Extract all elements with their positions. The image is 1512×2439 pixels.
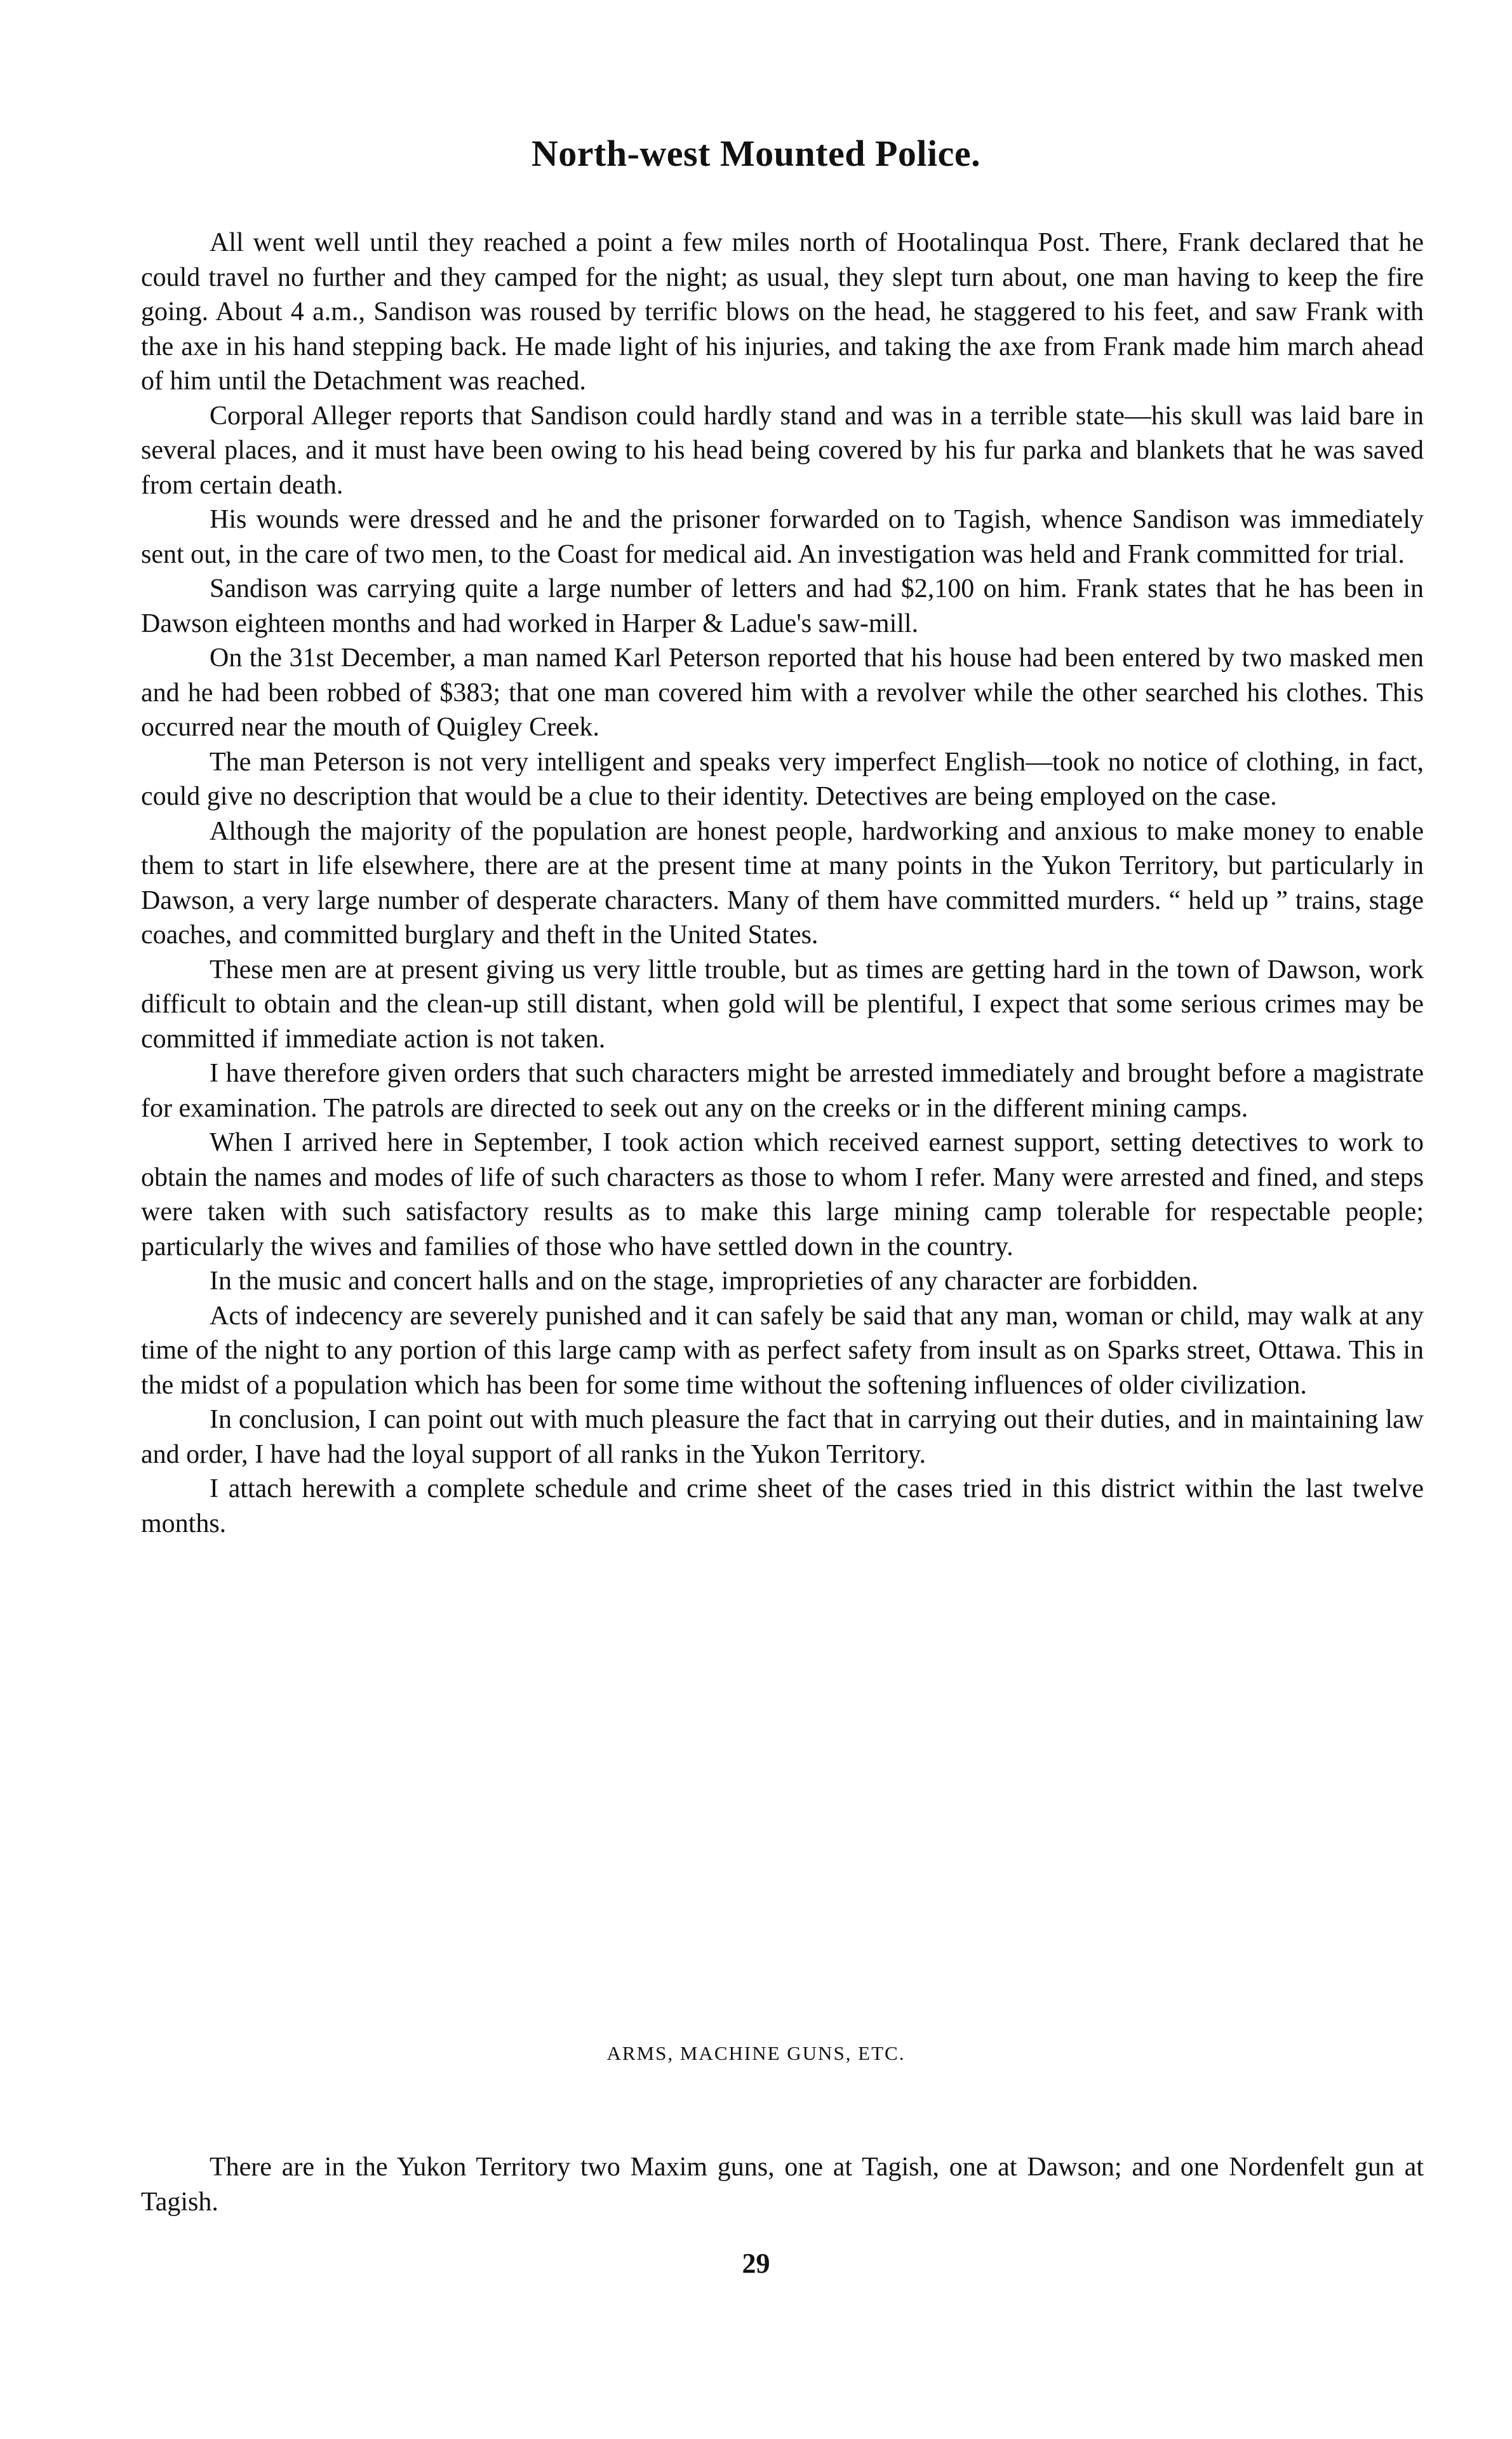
paragraph-9: I have therefore given orders that such characters might be arrested immediately and brought before a magistrate for examination. The patrols are directed to seek out any on the creeks or in the different mining camps. [141,1059,1424,1123]
paragraph-3: His wounds were dressed and he and the prisoner forwarded on to Tagish, whence Sandison was immediately sent out, in the care of two men, to the Coast for medical aid. An investigation was held and Frank committed for trial. [141,505,1424,569]
body-text [141,225,1424,1541]
paragraph-5: On the 31st December, a man named Karl Peterson reported that his house had been entered by two masked men and he had been robbed of $383; that one man covered him with a revolver while the other searched his clothes. This occurred near the mouth of Quigley Creek. [141,643,1424,742]
section-paragraph: There are in the Yukon Territory two Maxim guns, one at Tagish, one at Dawson; and one Nordenfelt gun at Tagish. [141,2153,1424,2217]
page-title: North-west Mounted Police. [531,133,981,174]
page-number: 29 [742,2248,770,2279]
paragraph-12: Acts of indecency are severely punished and it can safely be said that any man, woman or child, may walk at any time of the night to any portion of this large camp with as perfect safety from insult as on Sparks street, Ottawa. This in the midst of a population which has been for some time without the softening influences of older civilization. [141,1301,1424,1400]
paragraph-6: The man Peterson is not very intelligent and speaks very imperfect English—took no notice of clothing, in fact, could give no description that would be a clue to their identity. Detectives are being employed on the case. [141,747,1424,811]
paragraph-13: In conclusion, I can point out with much pleasure the fact that in carrying out their duties, and in maintaining law and order, I have had the loyal support of all ranks in the Yukon Territory. [141,1405,1424,1469]
section-body [141,2150,1424,2219]
paragraph-4: Sandison was carrying quite a large number of letters and had $2,100 on him. Frank states that he has been in Dawson eighteen months and had worked in Harper & Ladue's saw-mill. [141,574,1424,638]
paragraph-10: When I arrived here in September, I took action which received earnest support, setting detectives to work to obtain the names and modes of life of such characters as those to whom I refer. Many were arrested and fined, and steps were taken with such satisfactory results as to make this large mining camp tolerable for respectable people; particularly the wives and families of those who have settled down in the country. [141,1128,1424,1261]
paragraph-2: Corporal Alleger reports that Sandison could hardly stand and was in a terrible state—his skull was laid bare in several places, and it must have been owing to his head being covered by his fur parka and blankets that he was saved from certain death. [141,401,1424,500]
paragraph-14: I attach herewith a complete schedule and crime sheet of the cases tried in this district within the last twelve months. [141,1474,1424,1538]
paragraph-1: All went well until they reached a point a few miles north of Hootalinqua Post. There, Frank declared that he could travel no further and they camped for the night; as usual, they slept turn about, one man having to keep the fire going. About 4 a.m., Sandison was roused by terrific blows on the head, he staggered to his feet, and saw Frank with the axe in his hand stepping back. He made light of his injuries, and taking the axe from Frank made him march ahead of him until the Detachment was reached. [141,228,1424,396]
section-heading: ARMS, MACHINE GUNS, ETC. [606,2042,906,2064]
paragraph-11: In the music and concert halls and on the stage, improprieties of any character are forbidden. [210,1267,1198,1296]
paragraph-8: These men are at present giving us very little trouble, but as times are getting hard in the town of Dawson, work difficult to obtain and the clean-up still distant, when gold will be plentiful, I expect that some serious crimes may be committed if immediate action is not taken. [141,955,1424,1054]
paragraph-7: Although the majority of the population are honest people, hardworking and anxious to make money to enable them to start in life elsewhere, there are at the present time at many points in the Yukon Territory, but particularly in Dawson, a very large number of desperate characters. Many of them have committed murders. “ held up ” trains, stage coaches, and committed burglary and theft in the United States. [141,816,1424,950]
